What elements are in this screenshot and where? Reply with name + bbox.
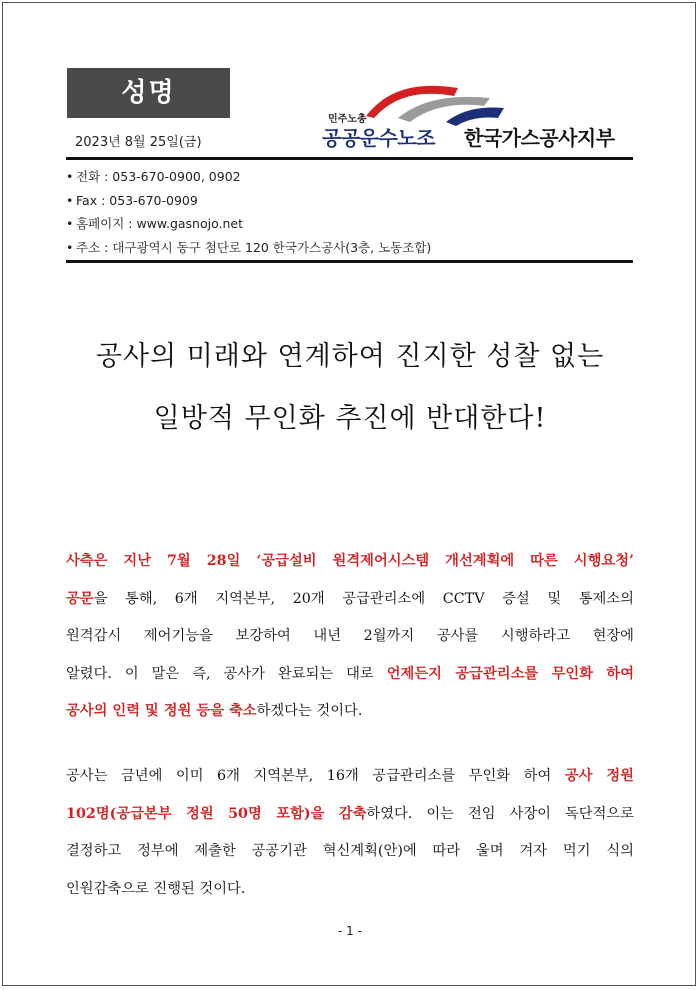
paragraph-2-line-3: 결정하고 정부에 제출한 공공기관 혁신계획(안)에 따라 울며 겨자 먹기 식의: [66, 843, 634, 859]
paragraph-2-line-4: 인원감축으로 진행된 것이다.: [66, 880, 246, 897]
contact-homepage: • 홈페이지 : www.gasnojo.net: [66, 216, 244, 231]
statement-date: 2023년 8월 25일(금): [75, 135, 202, 150]
paragraph-1-line-5: 공사의 인력 및 정원 등을 축소하겠다는 것이다.: [66, 703, 363, 719]
contact-address: • 주소 : 대구광역시 동구 첨단로 120 한국가스공사(3층, 노동조합): [66, 239, 432, 255]
logo-kctu-label: 민주노총: [328, 114, 367, 125]
paragraph-2: [66, 758, 634, 908]
paragraph-2-line-2: 102명(공급본부 정원 50명 포함)을 감축하였다. 이는 전임 사장이 독단적으로: [66, 805, 635, 822]
logo-union-name: 공공운수노조: [322, 126, 435, 150]
paragraph-2-line-1: 공사는 금년에 이미 6개 지역본부, 16개 공급관리소를 무인화 하여 공사 정원: [66, 768, 634, 784]
paragraph-1-line-4: 알렸다. 이 말은 즉, 공사가 완료되는 대로 언제든지 공급관리소를 무인화 하여: [66, 665, 635, 682]
statement-badge: 성명: [67, 68, 230, 118]
header-rule-top: [66, 157, 633, 160]
logo-swoosh-icon: [358, 78, 508, 128]
contact-phone: • 전화 : 053-670-0900, 0902: [66, 169, 241, 184]
paragraph-1: [66, 543, 634, 731]
paragraph-1-line-1: 사측은 지난 7월 28일 ‘공급설비 원격제어시스템 개선계획에 따른 시행요청’: [66, 553, 634, 569]
logo-branch-name: 한국가스공사지부: [464, 126, 615, 150]
header-rule-bottom: [66, 260, 633, 263]
union-logo: [318, 78, 638, 156]
page-number: - 1 -: [338, 924, 362, 938]
headline-line-1: 공사의 미래와 연계하여 진지한 성찰 없는: [95, 341, 605, 372]
headline-line-2: 일방적 무인화 추진에 반대한다!: [153, 403, 547, 434]
paragraph-1-line-2: 공문을 통해, 6개 지역본부, 20개 공급관리소에 CCTV 증설 및 통제소의: [66, 590, 634, 607]
contact-list: [66, 165, 431, 259]
contact-fax: • Fax : 053-670-0909: [66, 192, 198, 208]
paragraph-1-line-3: 원격감시 제어기능을 보강하여 내년 2월까지 공사를 시행하라고 현장에: [66, 628, 634, 644]
